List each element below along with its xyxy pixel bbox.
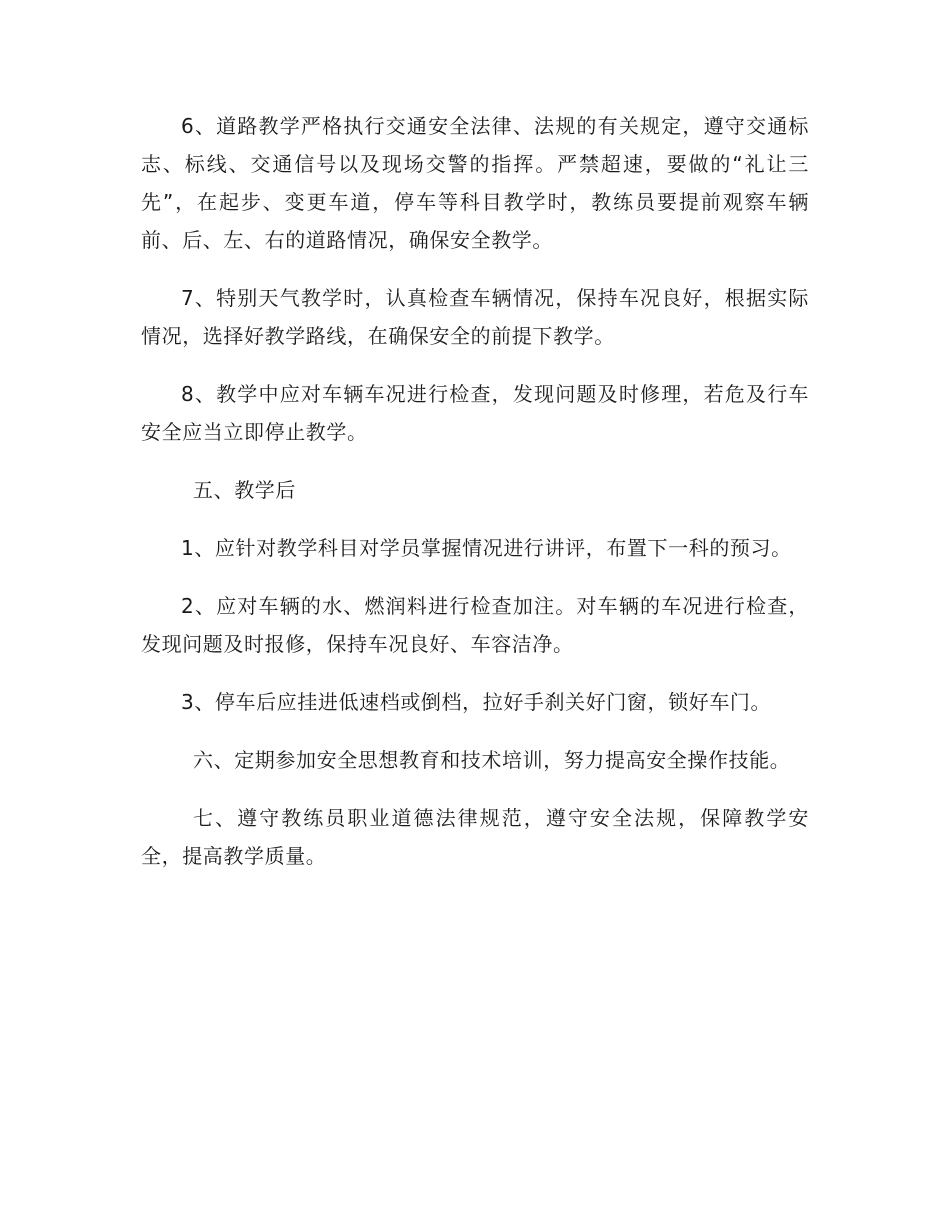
- section-heading-5: 五、教学后: [193, 478, 296, 502]
- paragraph-item-2: 2、应对车辆的水、燃润料进行检查加注。对车辆的车况进行检查，发现问题及时报修，保持车况良好、车容洁净。: [141, 594, 809, 656]
- section-heading-6: 六、定期参加安全思想教育和技术培训，努力提高安全操作技能。: [193, 748, 791, 772]
- document-body: [141, 107, 809, 895]
- paragraph-item-1: 1、应针对教学科目对学员掌握情况进行讲评，布置下一科的预习。: [181, 536, 792, 560]
- paragraph-item-7: 7、特别天气教学时，认真检查车辆情况，保持车况良好，根据实际情况，选择好教学路线，在确保安全的前提下教学。: [141, 286, 809, 348]
- paragraph-item-3: 3、停车后应挂进低速档或倒档，拉好手刹关好门窗，锁好车门。: [181, 690, 772, 714]
- paragraph-item-8: 8、教学中应对车辆车况进行检查，发现问题及时修理，若危及行车安全应当立即停止教学。: [141, 382, 809, 444]
- section-heading-7: 七、遵守教练员职业道德法律规范，遵守安全法规，保障教学安全，提高教学质量。: [141, 806, 809, 868]
- paragraph-item-6: 6、道路教学严格执行交通安全法律、法规的有关规定，遵守交通标志、标线、交通信号以及现场交警的指挥。严禁超速，要做的“礼让三先”，在起步、变更车道，停车等科目教学时，教练员要提前观察车辆前、后、左、右的道路情况，确保安全教学。: [141, 114, 809, 252]
